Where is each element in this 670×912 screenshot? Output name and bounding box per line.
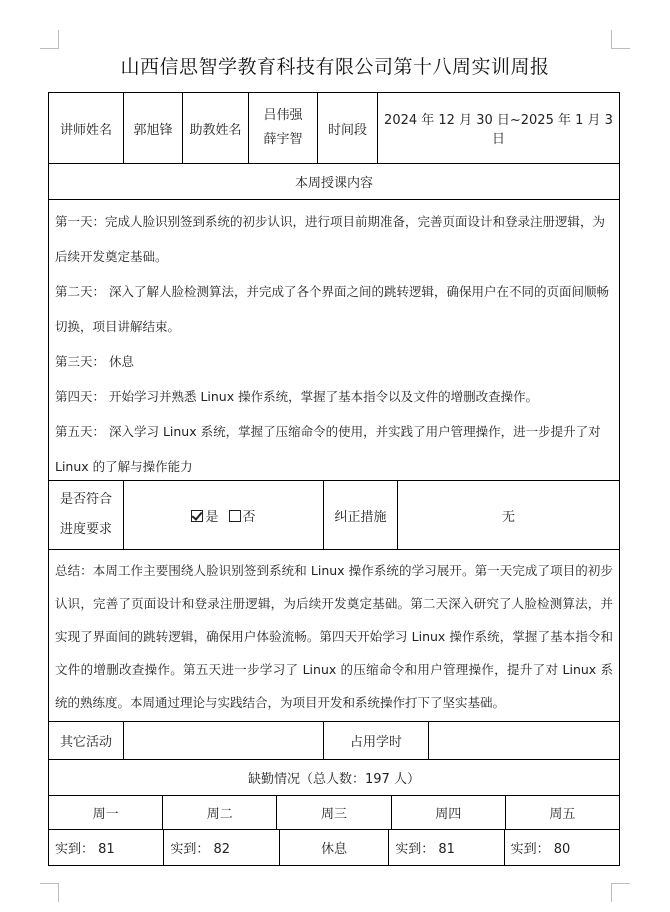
summary-row — [49, 550, 619, 722]
report-table — [48, 92, 620, 866]
progress-label-line1: 是否符合 — [59, 492, 112, 507]
yes-label: 是 — [205, 509, 219, 525]
report-title: 山西信思智学教育科技有限公司第十八周实训周报 — [120, 56, 550, 78]
attendance-tue: 实到： 82 — [164, 830, 279, 865]
hours-label: 占用学时 — [324, 722, 429, 759]
attendance-thu: 实到： 81 — [389, 830, 504, 865]
no-checkbox[interactable] — [229, 510, 241, 522]
no-label: 否 — [242, 509, 256, 525]
day-2-text: 第二天： 深入了解人脸检测算法，并完成了各个界面之间的跳转逻辑，确保用户在不同的页面间顺畅切换，项目讲解结束。 — [55, 284, 609, 334]
assistant-names — [249, 93, 318, 163]
other-row — [49, 722, 619, 760]
day-header-fri: 周五 — [549, 807, 576, 822]
header-row — [49, 93, 619, 164]
day-1-text: 第一天：完成人脸识别签到系统的初步认识，进行项目前期准备，完善页面设计和登录注册逻辑，为后续开发奠定基础。 — [55, 214, 606, 264]
assistant-label: 助教姓名 — [183, 93, 249, 163]
progress-row — [49, 481, 619, 550]
attendance-fri: 实到： 80 — [510, 842, 571, 857]
attendance-days-row — [49, 796, 619, 830]
activity-label: 其它活动 — [49, 722, 124, 759]
activity-value — [124, 722, 324, 759]
period-value: 2024 年 12 月 30 日~2025 年 1 月 3 日 — [384, 113, 613, 147]
assistant-name-1: 吕伟强 — [263, 108, 303, 123]
summary-text: 总结：本周工作主要围绕人脸识别签到系统和 Linux 操作系统的学习展开。第一天完成了项目的初步认识，完善了页面设计和登录注册逻辑，为后续开发奠定基础。第二天深入研究了人脸检测算法，并实现了界面间的跳转逻辑，确保用户体验流畅。第四天开始学习 Linux 操作系统，掌握了基本指令和文件的增删改查操作。第五天进一步学习了 Linux 的压缩命令和用户管理操作，提升了对 Linux 系统的熟练度。本周通过理论与实践结合，为项目开发和系统操作打下了坚实基础。 — [55, 563, 613, 710]
daily-content — [49, 200, 619, 480]
correction-label: 纠正措施 — [324, 481, 398, 549]
corner-mark-bottom-right — [611, 883, 630, 902]
progress-label-line2: 进度要求 — [59, 522, 112, 537]
corner-mark-bottom-left — [40, 883, 59, 902]
attendance-heading-row — [49, 760, 619, 796]
content-heading: 本周授课内容 — [294, 176, 373, 191]
yes-checkbox[interactable] — [191, 510, 203, 522]
correction-value: 无 — [501, 509, 515, 525]
progress-label — [49, 481, 124, 549]
day-header-thu: 周四 — [392, 796, 506, 829]
corner-mark-top-left — [40, 30, 59, 49]
attendance-mon: 实到： 81 — [49, 830, 164, 865]
day-header-mon: 周一 — [49, 796, 163, 829]
day-3-text: 第三天： 休息 — [55, 354, 134, 369]
teacher-name: 郭旭锋 — [124, 93, 183, 163]
hours-value — [429, 722, 619, 759]
content-heading-row — [49, 164, 619, 200]
day-4-text: 第四天： 开始学习并熟悉 Linux 操作系统，掌握了基本指令以及文件的增删改查操作。 — [55, 389, 539, 404]
day-5-text: 第五天： 深入学习 Linux 系统，掌握了压缩命令的使用，并实践了用户管理操作，进一步提升了对 Linux 的了解与操作能力 — [55, 424, 601, 474]
assistant-name-2: 薛宇智 — [263, 132, 303, 147]
content-row — [49, 200, 619, 481]
day-header-wed: 周三 — [277, 796, 391, 829]
attendance-heading: 缺勤情况（总人数：197 人） — [248, 772, 420, 787]
period-label: 时间段 — [318, 93, 378, 163]
corner-mark-top-right — [611, 30, 630, 49]
attendance-values-row — [49, 830, 619, 865]
attendance-wed: 休息 — [280, 830, 389, 865]
day-header-tue: 周二 — [163, 796, 277, 829]
teacher-label: 讲师姓名 — [49, 93, 124, 163]
progress-options — [124, 481, 324, 549]
